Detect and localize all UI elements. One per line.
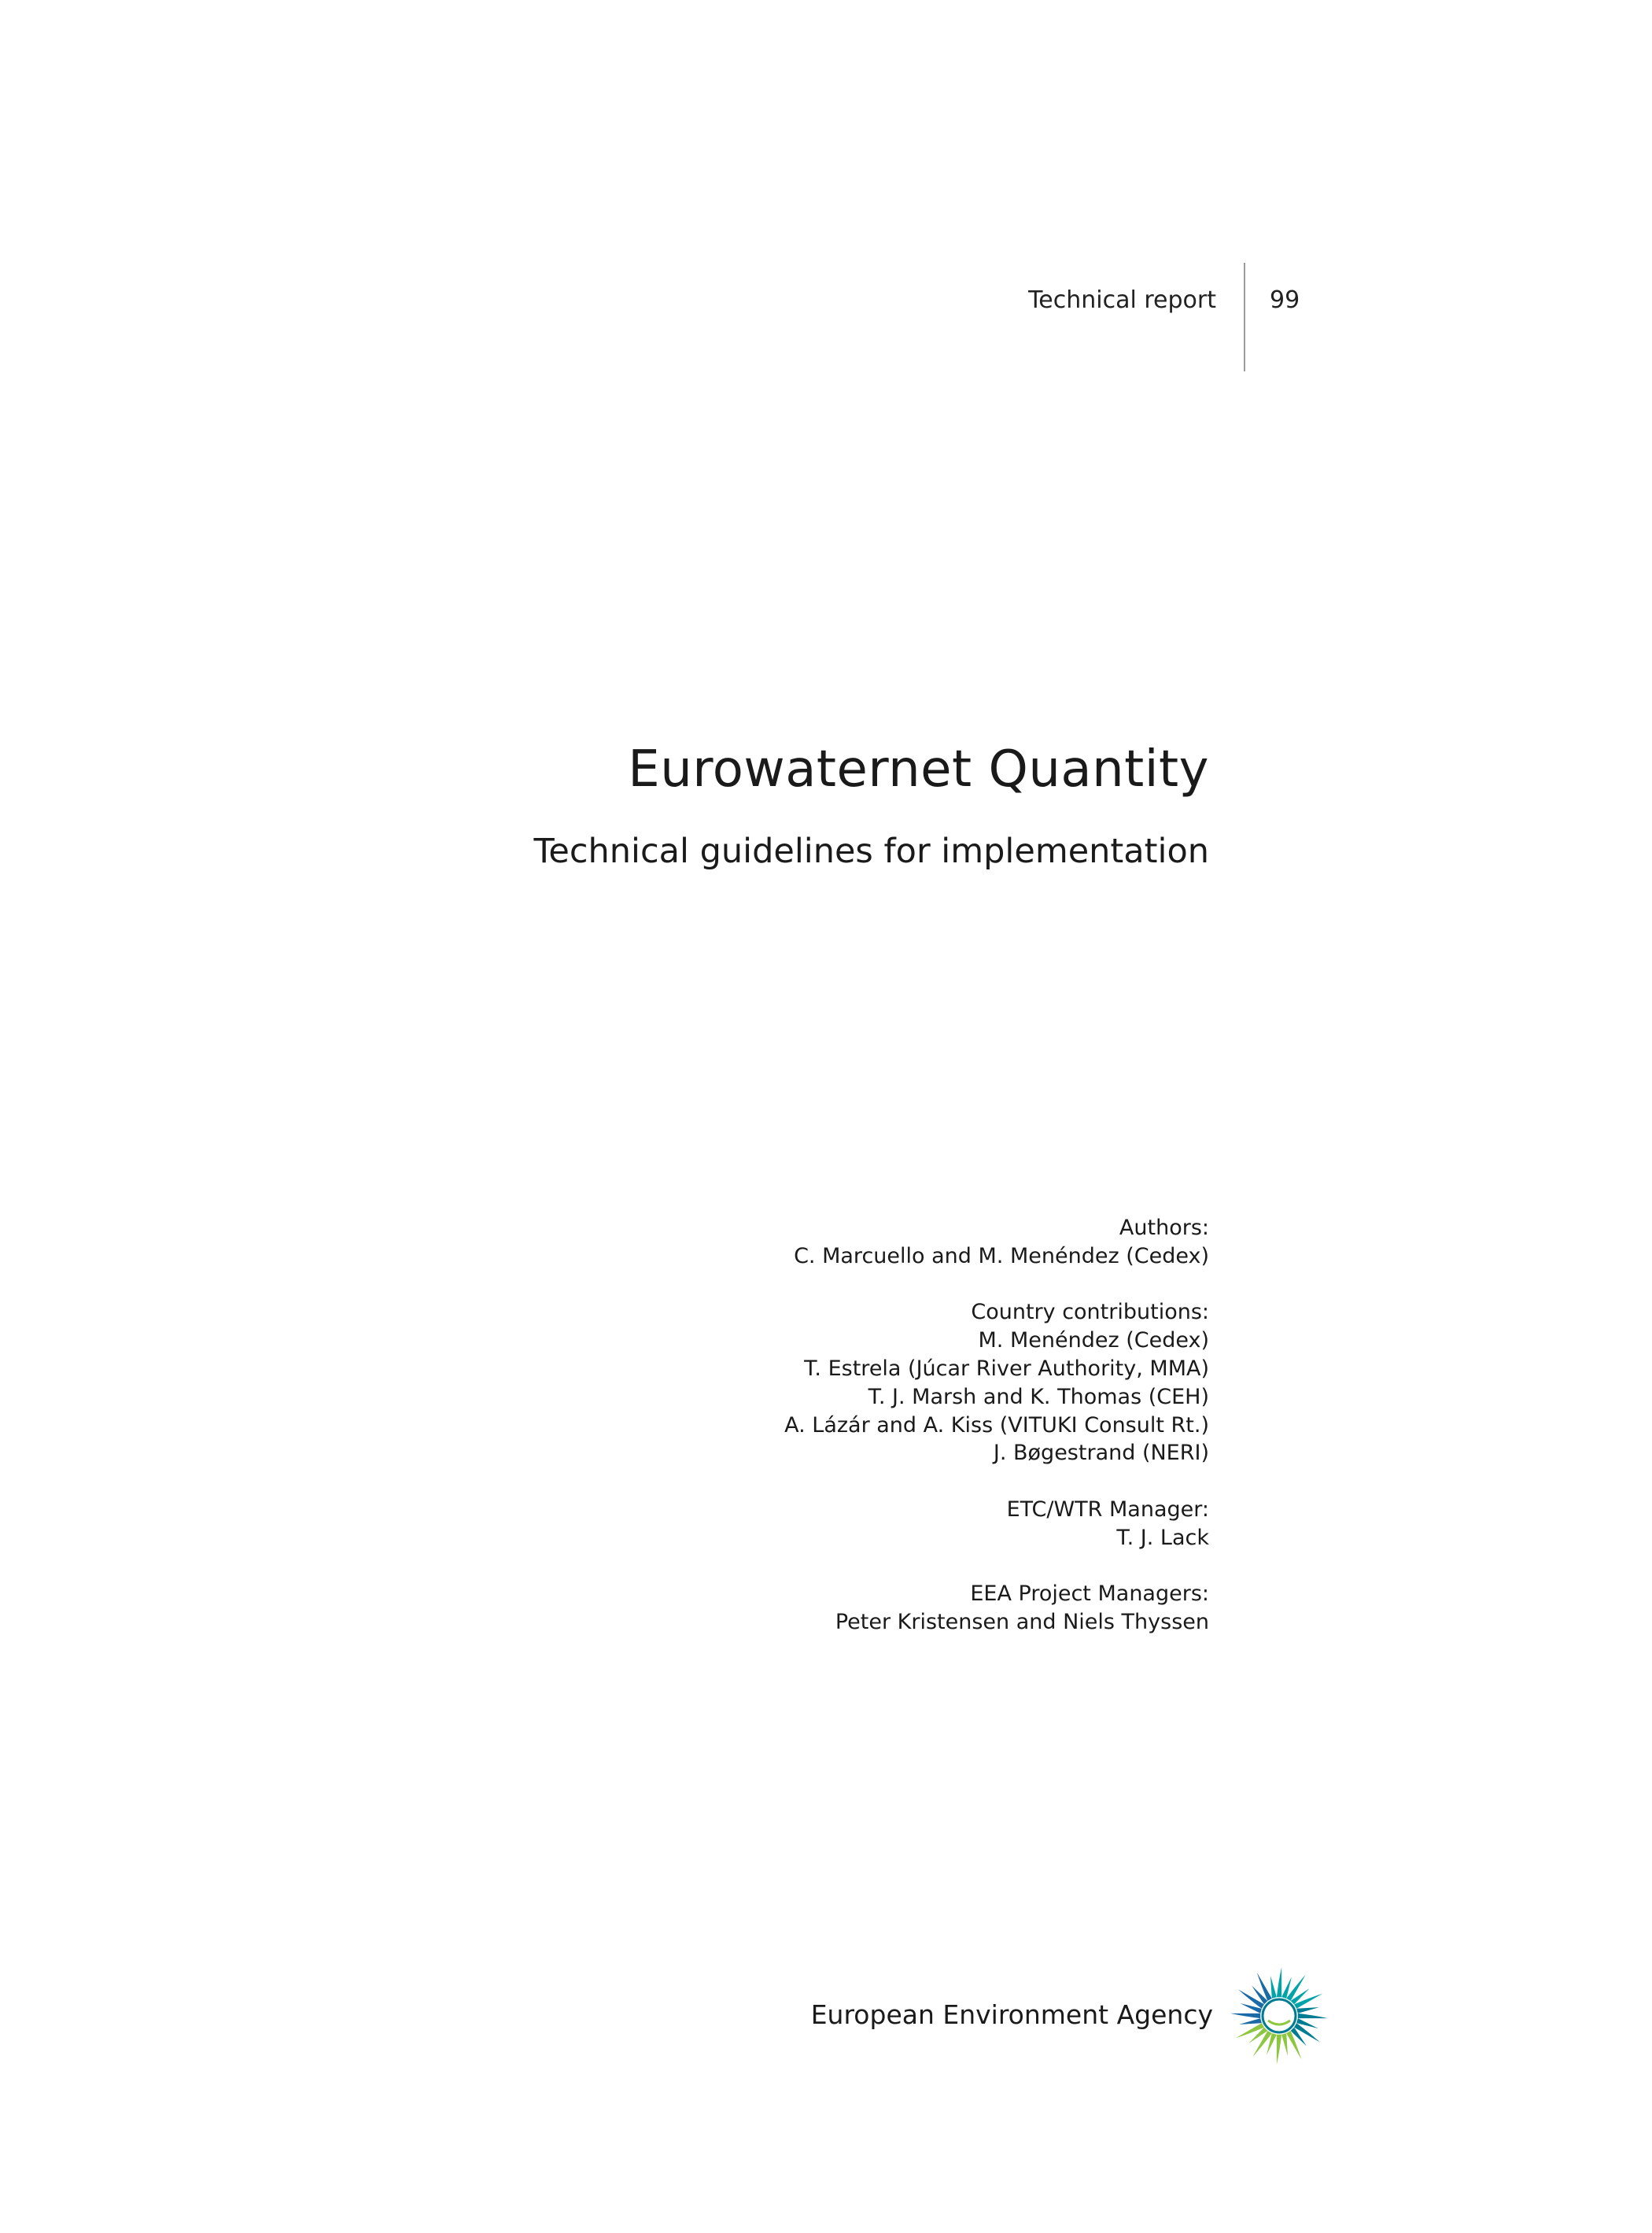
credits-name: T. J. Lack <box>1116 1525 1209 1550</box>
credits-name: T. J. Marsh and K. Thomas (CEH) <box>868 1384 1209 1409</box>
credits-heading: EEA Project Managers: <box>970 1582 1209 1607</box>
credits-name: Peter Kristensen and Niels Thyssen <box>835 1610 1209 1635</box>
logo-ray <box>1296 2007 1319 2013</box>
credits-etc-manager <box>501 1496 1209 1552</box>
logo-ray <box>1230 2013 1260 2018</box>
logo-ray <box>1277 2035 1281 2065</box>
report-subtitle: Technical guidelines for implementation <box>533 832 1209 871</box>
credits-heading: Authors: <box>1119 1216 1209 1240</box>
logo-ray <box>1238 1989 1264 2008</box>
credits-name: A. Lázár and A. Kiss (VITUKI Consult Rt.) <box>784 1412 1209 1438</box>
logo-ray <box>1252 2031 1271 2057</box>
logo-ray <box>1286 1975 1305 2001</box>
credits-name: J. Bøgestrand (NERI) <box>993 1441 1209 1466</box>
logo-ray <box>1281 2033 1288 2056</box>
credits-heading: Country contributions: <box>971 1300 1209 1325</box>
credits-name: T. Estrela (Júcar River Authority, MMA) <box>804 1356 1209 1381</box>
series-label: Technical report <box>1028 286 1216 314</box>
report-title: Eurowaternet Quantity <box>628 740 1209 799</box>
logo-ray <box>1298 2013 1328 2018</box>
series-number: 99 <box>1270 286 1300 314</box>
logo-ray <box>1239 2018 1262 2024</box>
credits-authors <box>501 1214 1209 1271</box>
credits-country-contributions <box>501 1298 1209 1467</box>
credits-name: M. Menéndez (Cedex) <box>978 1328 1209 1353</box>
logo-ray <box>1270 1976 1277 1999</box>
eea-sun-logo-icon <box>1227 1964 1331 2068</box>
logo-ray <box>1277 1967 1281 1997</box>
header-divider <box>1244 263 1245 371</box>
credits-project-managers <box>501 1580 1209 1637</box>
logo-ray <box>1294 2023 1320 2042</box>
credits-heading: ETC/WTR Manager: <box>1006 1497 1209 1522</box>
credits-block <box>501 1214 1209 1637</box>
credits-name: C. Marcuello and M. Menéndez (Cedex) <box>794 1243 1209 1268</box>
agency-name: European Environment Agency <box>810 1999 1213 2030</box>
